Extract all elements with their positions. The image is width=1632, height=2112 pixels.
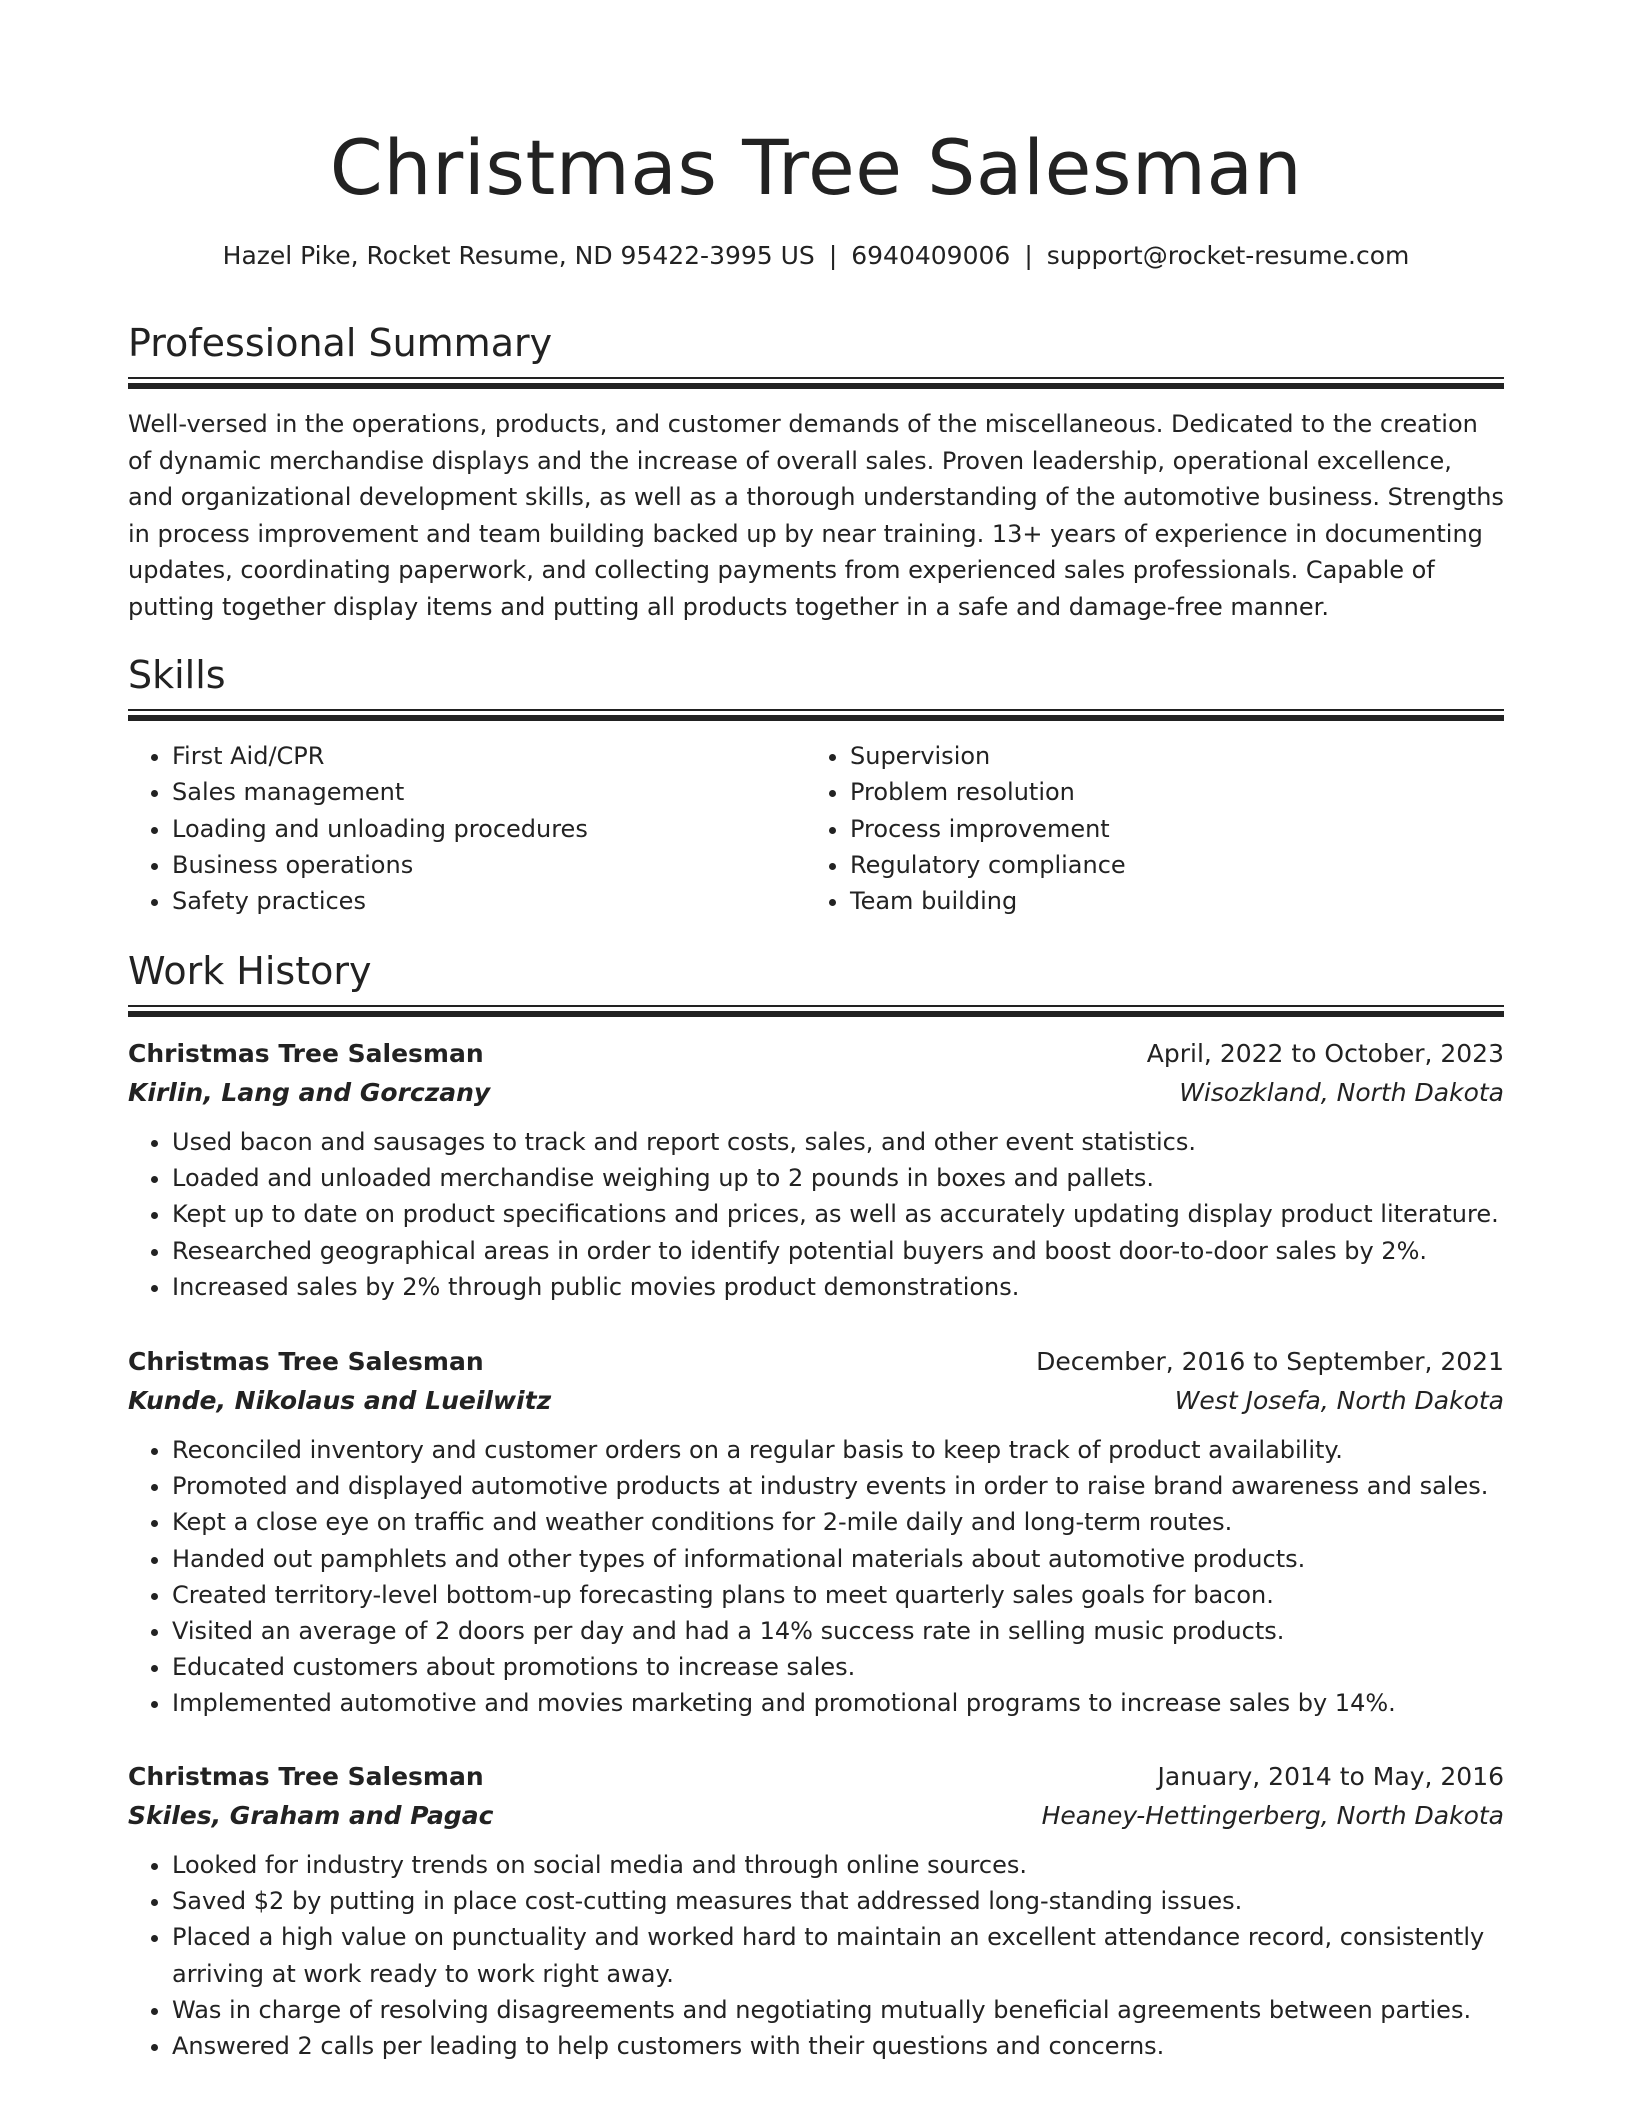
job-bullet: • Reconciled inventory and customer orders on a regular basis to keep track of product availability.	[172, 1432, 1504, 1468]
job-bullet: • Promoted and displayed automotive products at industry events in order to raise brand awareness and sales.	[172, 1468, 1504, 1504]
job-company: Kunde, Nikolaus and Lueilwitz	[128, 1386, 552, 1415]
job-bullet: • Handed out pamphlets and other types of informational materials about automotive products.	[172, 1541, 1504, 1577]
skill-item: • Business operations	[172, 847, 806, 883]
job-bullet: • Visited an average of 2 doors per day and had a 14% success rate in selling music products.	[172, 1613, 1504, 1649]
skill-item: • Sales management	[172, 774, 806, 810]
job-bullet: • Loaded and unloaded merchandise weighing up to 2 pounds in boxes and pallets.	[172, 1160, 1504, 1196]
job-bullets	[128, 1432, 1504, 1722]
skill-item: • First Aid/CPR	[172, 738, 806, 774]
job-bullet: • Used bacon and sausages to track and report costs, sales, and other event statistics.	[172, 1124, 1504, 1160]
job-title: Christmas Tree Salesman	[128, 1039, 484, 1068]
job-bullet: • Was in charge of resolving disagreements and negotiating mutually beneficial agreements between parties.	[172, 1992, 1504, 2028]
job-bullet: • Placed a high value on punctuality and worked hard to maintain an excellent attendance record, consistently arriving at work ready to work right away.	[172, 1919, 1504, 1991]
job-entry	[128, 1342, 1504, 1722]
section-title-work-history: Work History	[128, 949, 372, 993]
job-location: Wisozkland, North Dakota	[1179, 1078, 1504, 1107]
skills-column-left	[128, 738, 806, 919]
job-bullets	[128, 1124, 1504, 1305]
job-title: Christmas Tree Salesman	[128, 1347, 484, 1376]
job-location: West Josefa, North Dakota	[1174, 1386, 1504, 1415]
section-title-summary: Professional Summary	[128, 321, 553, 365]
job-bullet: • Kept a close eye on traffic and weather conditions for 2-mile daily and long-term routes.	[172, 1504, 1504, 1540]
job-dates: April, 2022 to October, 2023	[1146, 1039, 1504, 1068]
job-title: Christmas Tree Salesman	[128, 1762, 484, 1791]
job-bullet: • Saved $2 by putting in place cost-cutting measures that addressed long-standing issues.	[172, 1883, 1504, 1919]
job-bullet: • Answered 2 calls per leading to help customers with their questions and concerns.	[172, 2028, 1504, 2064]
skill-item: • Loading and unloading procedures	[172, 811, 806, 847]
job-bullet: • Implemented automotive and movies marketing and promotional programs to increase sales by 14%.	[172, 1685, 1504, 1721]
skills-column-right	[806, 738, 1484, 919]
job-entry	[128, 1757, 1504, 2064]
resume-title: Christmas Tree Salesman	[329, 123, 1303, 212]
job-bullets	[128, 1847, 1504, 2064]
job-company: Kirlin, Lang and Gorczany	[128, 1078, 491, 1107]
skill-item: • Problem resolution	[850, 774, 1484, 810]
section-divider	[128, 377, 1504, 389]
section-title-skills: Skills	[128, 653, 226, 697]
skill-item: • Supervision	[850, 738, 1484, 774]
contact-address: Hazel Pike, Rocket Resume, ND 95422-3995 US	[222, 241, 815, 270]
job-bullet: • Created territory-level bottom-up forecasting plans to meet quarterly sales goals for bacon.	[172, 1577, 1504, 1613]
skills-list	[128, 738, 1504, 919]
job-company: Skiles, Graham and Pagac	[128, 1801, 494, 1830]
job-bullet: • Educated customers about promotions to increase sales.	[172, 1649, 1504, 1685]
contact-email[interactable]: support@rocket-resume.com	[1046, 241, 1410, 270]
skill-item: • Team building	[850, 883, 1484, 919]
job-bullet: • Increased sales by 2% through public movies product demonstrations.	[172, 1269, 1504, 1305]
contact-separator: |	[1024, 241, 1033, 270]
job-bullet: • Looked for industry trends on social media and through online sources.	[172, 1847, 1504, 1883]
job-dates: January, 2014 to May, 2016	[1157, 1762, 1504, 1791]
job-entry	[128, 1034, 1504, 1305]
job-dates: December, 2016 to September, 2021	[1036, 1347, 1504, 1376]
job-bullet: • Researched geographical areas in order to identify potential buyers and boost door-to-door sales by 2%.	[172, 1233, 1504, 1269]
job-location: Heaney-Hettingerberg, North Dakota	[1041, 1801, 1504, 1830]
contact-line	[128, 238, 1504, 274]
skill-item: • Regulatory compliance	[850, 847, 1484, 883]
job-bullet: • Kept up to date on product specifications and prices, as well as accurately updating display product literature.	[172, 1196, 1504, 1232]
contact-phone: 6940409006	[851, 241, 1011, 270]
section-divider	[128, 709, 1504, 721]
skill-item: • Safety practices	[172, 883, 806, 919]
section-divider	[128, 1005, 1504, 1017]
contact-separator: |	[828, 241, 838, 270]
skill-item: • Process improvement	[850, 811, 1484, 847]
summary-text: Well-versed in the operations, products, and customer demands of the miscellaneous. Dedicated to the creation of dynamic merchandise displays and the increase of overall sales. Proven leadership, operational excellence, and organizational development skills, as well as a thorough understanding of the automotive business. Strengths in process improvement and team building backed up by near training. 13+ years of experience in documenting updates, coordinating paperwork, and collecting payments from experienced sales professionals. Capable of putting together display items and putting all products together in a safe and damage-free manner.	[128, 410, 1504, 621]
